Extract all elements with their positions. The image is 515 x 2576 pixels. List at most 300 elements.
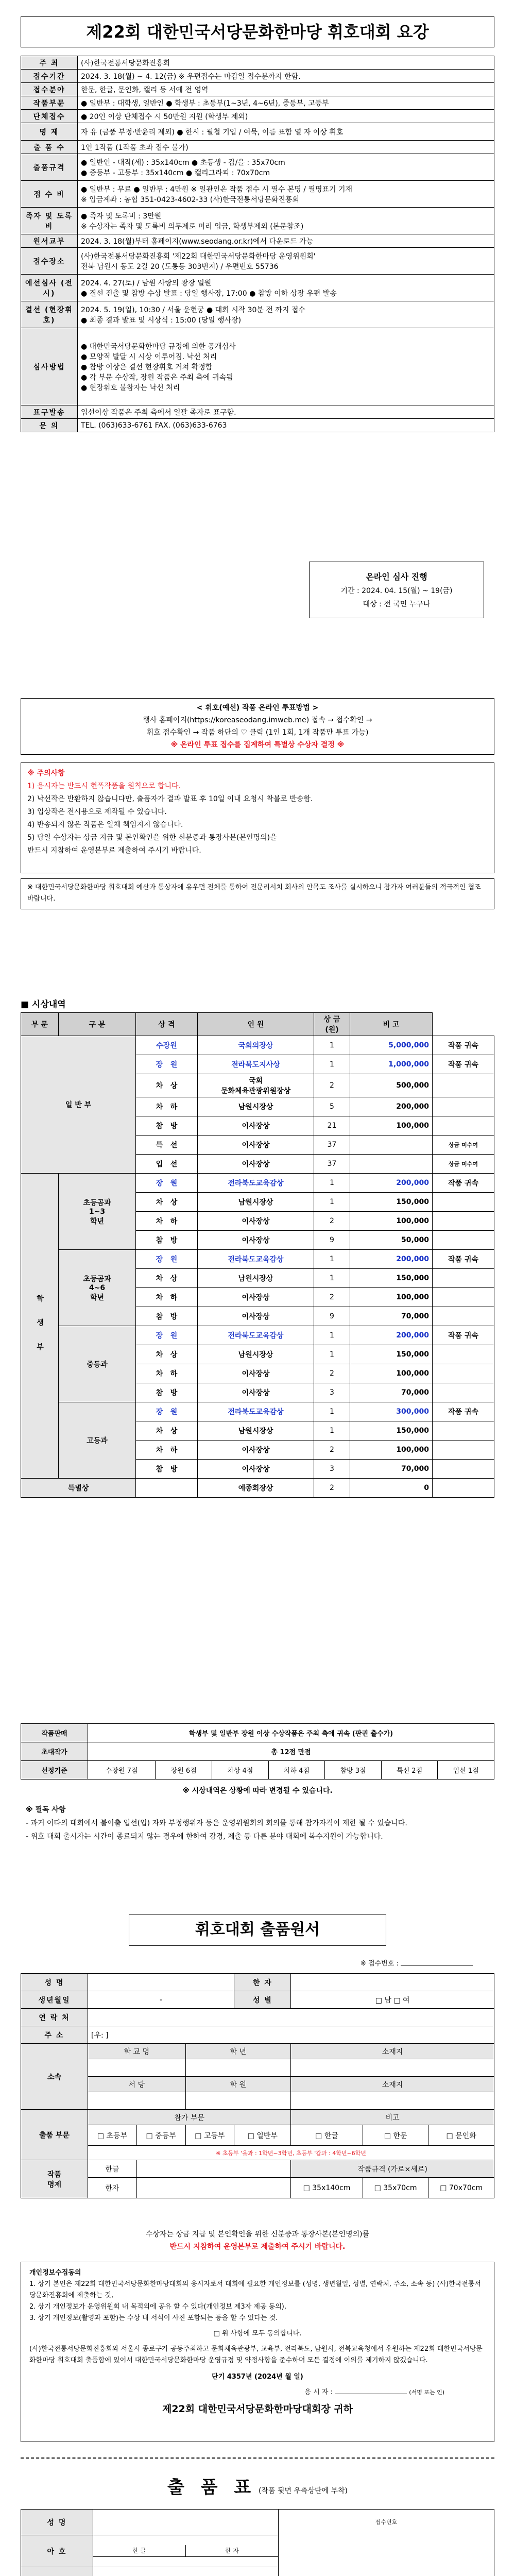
prize-grade: 참 방 [136,1383,198,1402]
prize-award: 남원시장상 [198,1269,314,1288]
prize-grade: 차 하 [136,1440,198,1460]
school-label: 소속 [21,2044,88,2110]
prize-count: 1 [314,1402,350,1421]
prize-grade: 차 상 [136,1193,198,1212]
size-option[interactable]: □ 35x70cm [363,2178,428,2198]
prize-award: 전라북도교육감상 [198,1326,314,1345]
guide-label: 원서교부 [21,234,78,248]
prize-grade: 차 상 [136,1269,198,1288]
guide-value: ● 일반부 : 대학생, 일반인 ● 학생부 : 초등부(1~3년, 4~6년), 중등부, 고등부 [78,96,494,110]
prize-special-grade [136,1479,198,1498]
prize-money: 100,000 [350,1212,433,1231]
form-row [21,1991,494,2009]
guide-value: 자 유 (금품 부정·반윤리 제외) ● 한시 : 필첩 기입 / 여묵, 이름 표함 열 자 이상 휘호 [78,123,494,141]
school-col2-field[interactable] [185,2092,291,2110]
prize-note: 상금 미수여 [433,1136,494,1155]
form-title: 휘호대회 출품원서 [129,1914,386,1946]
guide-row [21,56,494,70]
prize-count: 37 [314,1136,350,1155]
prize-award: 이사장상 [198,1440,314,1460]
prize-column-header: 비 고 [350,1013,433,1036]
prize-money: 150,000 [350,1269,433,1288]
notice-item: 2) 낙선작은 반환하지 않습니다만, 출품자가 결과 발표 후 10일 이내 요청시 착불로 반송함. [27,795,313,803]
prize-award: 이사장상 [198,1288,314,1307]
prize-student-group: 초등곰과 4~6 학년 [59,1250,136,1326]
prize-note [433,1460,494,1479]
prize-award: 이사장상 [198,1231,314,1250]
prize-money: 150,000 [350,1193,433,1212]
guide-label: 문 의 [21,419,78,432]
attribution-label: 초대작가 [21,1742,88,1761]
prize-column-header: 부 문 [21,1013,59,1036]
entry-type[interactable]: □ 한문 [363,2125,428,2146]
attribution-label: 작품판매 [21,1724,88,1742]
prize-grade: 수장원 [136,1036,198,1055]
prize-count: 2 [314,1288,350,1307]
prize-grade: 차 하 [136,1288,198,1307]
prize-grade: 차 상 [136,1074,198,1097]
prize-money: 70,000 [350,1383,433,1402]
prize-award: 이사장상 [198,1307,314,1326]
guide-row [21,83,494,96]
entry-note-label: 비고 [291,2110,494,2125]
prize-special-row [21,1479,494,1498]
prize-award: 남원시장상 [198,1421,314,1440]
prize-special-count: 2 [314,1479,350,1498]
attribution-footnote: ※ 시상내역은 상황에 따라 변경될 수 있습니다. [182,1787,333,1795]
work-hanja-label: 한자 [88,2178,137,2198]
prize-column-header: 상 격 [136,1013,198,1036]
prize-money: 100,000 [350,1364,433,1383]
attribution-table [21,1723,494,1780]
prize-count: 2 [314,1074,350,1097]
prize-grade: 차 하 [136,1097,198,1116]
address-label: 주 소 [21,2026,88,2044]
form-row [21,2009,494,2026]
prize-count: 1 [314,1345,350,1364]
prize-grade: 참 방 [136,1307,198,1326]
prize-note: 작품 귀속 [433,1402,494,1421]
guide-row [21,419,494,432]
prize-student-group: 중등과 [59,1326,136,1402]
prize-note: 상금 미수여 [433,1155,494,1174]
entry-option[interactable]: □ 고등부 [185,2125,234,2146]
prize-header-row [21,1013,494,1036]
prize-note [433,1212,494,1231]
prize-award: 이사장상 [198,1136,314,1155]
slip1-hanja-header: 한 자 [225,2547,239,2554]
guide-label: 표구발송 [21,405,78,419]
prize-student-group: 초등곰과 1~3 학년 [59,1174,136,1250]
guide-label: 족자 및 도록비 [21,208,78,234]
privacy-item: 3. 상기 개인정보(촬영과 포함)는 수상 내 서식이 사진 포함되는 등을 할 수 있다는 것. [29,2314,278,2322]
address-field[interactable]: [우: ] [88,2026,494,2044]
guide-label: 출품규격 [21,154,78,181]
prize-award: 전라북도교육감상 [198,1250,314,1269]
entry-label: 출품 부문 [21,2110,88,2160]
work-hangul-field[interactable] [136,2160,291,2178]
slip1-title: 출 품 표 [167,2477,256,2498]
guide-label: 주 최 [21,56,78,70]
attribution-row [21,1742,494,1761]
attribution-point: 참방 3점 [325,1761,382,1780]
prize-money: 200,000 [350,1097,433,1116]
prize-special-note [433,1479,494,1498]
guide-value: 2024. 3. 18(월) ~ 4. 12(금) ※ 우편접수는 마감일 접수분까지 한함. [78,70,494,83]
prize-award: 남원시장상 [198,1097,314,1116]
notice2-box [21,878,494,909]
hanja-label: 한 자 [234,1974,291,1991]
guide-label: 예선심사 (전시) [21,275,78,301]
prize-money: 150,000 [350,1345,433,1364]
guide-row [21,181,494,208]
prize-money: 500,000 [350,1074,433,1097]
prize-grade: 입 선 [136,1155,198,1174]
hanja-field[interactable] [291,1974,494,1991]
online-notice-title: 온라인 심사 진행 [366,572,427,582]
work-hanja-field[interactable] [136,2178,291,2198]
school-col-field[interactable] [185,2059,291,2077]
prize-award: 국회의장상 [198,1036,314,1055]
prize-note: 작품 귀속 [433,1250,494,1269]
gender-options[interactable]: □ 남 □ 여 [291,1991,494,2009]
guide-value: 1인 1작품 (1작품 초과 접수 불가) [78,141,494,154]
size-option[interactable]: □ 35x140cm [291,2178,363,2198]
guide-row [21,96,494,110]
prize-money [350,1136,433,1155]
attribution-value: 총 12점 만점 [88,1742,494,1761]
notice-title: ※ 주의사항 [27,769,65,777]
slip1-pen-header [93,2545,278,2557]
prize-note [433,1269,494,1288]
prize-note [433,1364,494,1383]
guide-value: 2024. 3. 18(월)부터 홈페이지(www.seodang.or.kr)에서 다운로드 가능 [78,234,494,248]
prize-money: 100,000 [350,1440,433,1460]
prize-note [433,1074,494,1097]
contact-field[interactable] [88,2009,494,2026]
form-row [21,2092,494,2110]
prize-grade: 장 원 [136,1055,198,1074]
prize-count: 2 [314,1364,350,1383]
school-col-header: 학 교 명 [88,2044,186,2059]
guide-value: ● 일반부 : 무료 ● 일반부 : 4만원 ※ 일관인은 작품 접수 시 필수 본명 / 필명표기 기재 ※ 입금계좌 : 농협 351-0423-4602-33 (사)한국전통서당문화진흥회 [78,181,494,208]
guide-value: (사)한국전통서당문화진흥회 '제22회 대한민국서당문화한마당 운영위원회' 전북 남원시 동도 2길 20 (도통동 303번지) / 우편번호 55736 [78,248,494,275]
prize-count: 21 [314,1116,350,1136]
vote-title: < 휘호(예선) 작품 온라인 투표방법 > [196,704,319,712]
vote-line3: ※ 온라인 투표 접수를 집계하여 특별상 수상자 결정 ※ [170,741,345,749]
guide-value: 입선이상 작품은 주최 측에서 일괄 족자로 표구함. [78,405,494,419]
prize-grade: 장 원 [136,1250,198,1269]
guide-label: 접수기간 [21,70,78,83]
notice-item: 3) 입상작은 전시용으로 제작될 수 있습니다. [27,808,167,816]
school-col2-field[interactable] [291,2092,494,2110]
slip1-label: 아 호 [21,2535,93,2567]
prize-note [433,1193,494,1212]
prize-note [433,1440,494,1460]
prize-award: 전라북도지사상 [198,1055,314,1074]
school-col2-field[interactable] [88,2092,186,2110]
prize-money: 300,000 [350,1402,433,1421]
guide-value: ● 족자 및 도록비 : 3만원 ※ 수상자는 족자 및 도록비 의무제로 미리 입금, 학생부제외 (본문참조) [78,208,494,234]
guide-row [21,234,494,248]
prize-count: 9 [314,1231,350,1250]
school-col-field[interactable] [88,2059,186,2077]
guide-label: 작품부문 [21,96,78,110]
attribution-point: 차상 4점 [212,1761,269,1780]
guide-value: ● 대한민국서당문화한마당 규정에 의한 공개심사 ● 모양적 발달 시 시상 이루어짐. 낙선 처리 ● 참방 이상은 결선 현장휘호 거쳐 확정함 ● 각 부문 수상작, 장원 작품은 주최 측에 귀속됨 ● 현장휘호 불참자는 낙선 처리 [78,328,494,405]
prize-count: 3 [314,1460,350,1479]
guide-label: 출 품 수 [21,141,78,154]
prize-count: 5 [314,1097,350,1116]
vote-line2: 휘호 접수확인 → 작품 하단의 ♡ 클릭 (1인 1회, 1개 작품만 투표 가능) [146,728,369,737]
guide-row [21,123,494,141]
entry-option[interactable]: □ 일반부 [234,2125,291,2146]
attribution-points-label: 선정기준 [21,1761,88,1780]
prize-grade: 참 방 [136,1231,198,1250]
prize-column-header: 상 금 (원) [314,1013,350,1036]
guide-label: 접수분야 [21,83,78,96]
prize-table [21,1012,494,1498]
gender-label: 성 별 [234,1991,291,2009]
guide-label: 접수장소 [21,248,78,275]
prize-note [433,1097,494,1116]
prize-column-header: 구 분 [59,1013,136,1036]
online-notice-box [309,562,484,618]
prize-award: 이사장상 [198,1383,314,1402]
form-footer: 제22회 대한민국서당문화한마당대회장 귀하 [162,2403,353,2415]
prize-grade: 차 상 [136,1345,198,1364]
prize-note [433,1383,494,1402]
prize-grade: 차 하 [136,1364,198,1383]
prize-money [350,1155,433,1174]
online-notice-period: 기간 : 2024. 04. 15(월) ~ 19(금) [340,587,453,595]
guide-table [21,56,494,432]
slip1-title-row [21,2473,494,2498]
slip1-label: 성 명 [21,2510,93,2535]
signature-line [29,2387,486,2398]
privacy-box [21,2262,494,2442]
prize-award: 남원시장상 [198,1345,314,1364]
date-line: 단기 4357년 (2024년 월 일) [212,2373,303,2381]
prize-note: 작품 귀속 [433,1326,494,1345]
prize-count: 1 [314,1326,350,1345]
prize-money: 200,000 [350,1326,433,1345]
prize-money: 150,000 [350,1421,433,1440]
guide-value: ● 일반인 - 대작(세) : 35x140cm ● 초등생 - 갑/을 : 35x70cm ● 중등부 - 고등부 : 35x140cm ● 캘리그라피 : 70x70cm [78,154,494,181]
prize-award: 이사장상 [198,1212,314,1231]
slip1-receipt-label: 접수번호 [279,2510,494,2576]
agree-checkbox[interactable] [29,2328,486,2340]
privacy-item: 1. 상기 본인은 제22회 대한민국서당문화한마당대회의 응시자로서 대회에 필요한 개인정보를 (성명, 생년월일, 성별, 연락처, 주소, 소속 등) (사)한국전통서당문화진흥회에 제출하는 것, [29,2280,481,2299]
slip1-pen-field[interactable] [93,2535,279,2567]
school-col2-header: 학 원 [185,2077,291,2092]
slip1-field[interactable] [93,2510,279,2535]
guide-value: (사)한국전통서당문화진흥회 [78,56,494,70]
notice-list [27,780,488,857]
prize-money: 70,000 [350,1460,433,1479]
prize-count: 1 [314,1174,350,1193]
special-notice-p1-text: - 과거 여타의 대회에서 불이출 입선(입) 자와 부정행위자 등은 운영위원회의 회의를 통해 참가자격이 제한 될 수 있습니다. [26,1819,407,1827]
guide-value: ● 20인 이상 단체접수 시 50만원 지원 (학생부 제외) [78,110,494,123]
prize-money: 200,000 [350,1250,433,1269]
prize-count: 1 [314,1269,350,1288]
prize-award: 이사장상 [198,1155,314,1174]
prize-note [433,1345,494,1364]
application-form [21,1973,494,2198]
attribution-point: 입선 1점 [438,1761,494,1780]
guide-row [21,70,494,83]
guide-value: 2024. 4. 27(토) / 남원 사랑의 광장 일원 ● 결선 진출 및 참방 수상 발표 : 당일 행사장, 17:00 ● 참방 이하 상장 우편 발송 [78,275,494,301]
prize-award: 이사장상 [198,1460,314,1479]
notice-item: 1) 음시자는 반드시 현폭작품을 원칙으로 합니다. [27,782,181,790]
prize-count: 3 [314,1383,350,1402]
name-label: 성 명 [21,1974,88,1991]
prize-special-money: 0 [350,1479,433,1498]
special-notice-p1 [26,1817,489,1830]
prize-division: 일 반 부 [21,1036,136,1174]
guide-row [21,301,494,328]
receipt-number-label: ※ 접수번호 : [360,1960,399,1968]
birth-field[interactable]: - [88,1991,234,2009]
prize-special-division: 특별상 [21,1479,136,1498]
attribution-value: 학생부 및 일반부 장원 이상 수상작품은 주최 측에 귀속 (판권 출수가) [88,1724,494,1742]
prize-grade: 참 방 [136,1116,198,1136]
special-notice [26,1803,489,1843]
school-col-field[interactable] [291,2059,494,2077]
notice-box [21,762,494,873]
guide-label: 단체접수 [21,110,78,123]
prize-note [433,1421,494,1440]
attribution-point: 특선 2점 [381,1761,438,1780]
form-row [21,2077,494,2092]
prize-count: 2 [314,1212,350,1231]
guide-row [21,405,494,419]
signature-hint: (서명 또는 인) [409,2389,444,2396]
form-instruction-line2: 반드시 지참하여 운영본부로 제출하여 주시기 바랍니다. [169,2243,346,2251]
entry-option[interactable]: □ 초등부 [88,2125,137,2146]
privacy-title: 개인정보수집동의 [29,2269,81,2277]
prize-grade: 장 원 [136,1174,198,1193]
prize-money: 50,000 [350,1231,433,1250]
form-row [21,2178,494,2198]
size-label: 작품규격 (가로×세로) [291,2160,494,2178]
special-notice-title: ※ 필독 사항 [26,1806,66,1814]
notice-item: 5) 당일 수상자는 상금 지급 및 본인확인을 위한 신분증과 통장사본(본인명의)을 [27,834,277,842]
prize-student-group: 고등과 [59,1402,136,1479]
form-row [21,2059,494,2077]
entry-sub-label: 참가 부문 [88,2110,291,2125]
guide-row [21,328,494,405]
prize-money: 5,000,000 [350,1036,433,1055]
online-notice-target: 대상 : 전 국민 누구나 [363,600,431,608]
prize-note: 작품 귀속 [433,1036,494,1055]
size-option[interactable]: □ 70x70cm [428,2178,494,2198]
cut-line [21,2458,494,2459]
agree-label: □ 위 사항에 모두 동의합니다. [213,2330,302,2337]
prize-grade: 장 원 [136,1326,198,1345]
guide-label: 결선 (현장휘호) [21,301,78,328]
prize-grade: 차 하 [136,1212,198,1231]
prize-award: 이사장상 [198,1364,314,1383]
prize-count: 9 [314,1307,350,1326]
guide-row [21,141,494,154]
prize-grade: 참 방 [136,1460,198,1479]
page-title: 제22회 대한민국서당문화한마당 휘호대회 요강 [21,16,494,47]
prize-note: 작품 귀속 [433,1055,494,1074]
prize-note [433,1307,494,1326]
form-row [21,2125,494,2146]
form-instruction-line1: 수상자는 상금 지급 및 본인확인을 위한 신분증과 통장사본(본인명의)를 [145,2230,370,2239]
prize-row [21,1174,494,1193]
attribution-point: 장원 6점 [156,1761,212,1780]
guide-label: 접 수 비 [21,181,78,208]
slip1-hangul-header: 한 글 [93,2545,186,2556]
form-row [21,2160,494,2178]
form-instruction [21,2228,494,2253]
school-col2-header: 소재지 [291,2077,494,2092]
prize-count: 37 [314,1155,350,1174]
guide-label: 명 제 [21,123,78,141]
attribution-point: 수장원 7점 [88,1761,156,1780]
name-field[interactable] [88,1974,234,1991]
notice-item: 반드시 지참하여 운영본부로 제출하여 주시기 바랍니다. [27,846,201,855]
special-notice-p2-text: - 위호 대회 출시자는 시간이 종료되지 않는 경우에 한하여 강경, 제출 등 다른 분야 대회에 복수지원이 가능합니다. [26,1833,383,1841]
prize-count: 1 [314,1193,350,1212]
guide-value: TEL. (063)633-6761 FAX. (063)633-6763 [78,419,494,432]
receipt-number [360,1958,473,1968]
privacy-list [29,2279,486,2324]
entry-type[interactable]: □ 문인화 [428,2125,494,2146]
special-notice-p2 [26,1830,489,1843]
guide-value: 2024. 5. 19(일), 10:30 / 서울 운현궁 ● 대회 시작 30분 전 까지 접수 ● 최종 결과 발표 및 시상식 : 15:00 (당일 행사장) [78,301,494,328]
slip1-field[interactable] [93,2567,279,2576]
guide-row [21,275,494,301]
prize-award: 국회 문화체육관광위원장상 [198,1074,314,1097]
prize-heading: ■ 시상내역 [21,999,66,1010]
prize-grade: 특 선 [136,1136,198,1155]
prize-special-award: 예종회장상 [198,1479,314,1498]
slip1-subtitle: (작품 뒷면 우측상단에 부착) [258,2487,348,2495]
prize-grade: 차 상 [136,1421,198,1440]
entry-type[interactable]: □ 한글 [291,2125,363,2146]
prize-count: 1 [314,1250,350,1269]
notice2-text: ※ 대한민국서당문화한마당 휘호대회 예산과 통상자에 유우먼 전체를 통하여 전문리서치 회사의 안목도 조사를 실시하오니 참가자 여러분들의 적극적인 협조 바랍니다. [27,884,481,903]
vote-box [21,698,494,755]
prize-money: 70,000 [350,1307,433,1326]
school-col-header: 소재지 [291,2044,494,2059]
guide-row [21,208,494,234]
prize-row [21,1250,494,1269]
prize-note: 작품 귀속 [433,1174,494,1193]
contact-label: 연 락 처 [21,2009,88,2026]
form-row [21,2026,494,2044]
guide-label: 심사방법 [21,328,78,405]
prize-count: 1 [314,1036,350,1055]
prize-award: 전라북도교육감상 [198,1174,314,1193]
birth-label: 생년월일 [21,1991,88,2009]
entry-option[interactable]: □ 중등부 [136,2125,185,2146]
declaration-text: (사)한국전통서당문화진흥회와 서울시 종로구가 공동주최하고 문화체육관광부, 교육부, 전라북도, 남원시, 전북교육청에서 후원하는 제22회 대한민국서당문화한마당 휘호대회 출품함에 있어서 대한민국서당문화한마당 운영규정 및 약정사항을 준수하며 모든 결정에 이의를 제기하지 않겠습니다. [29,2345,483,2364]
prize-grade: 장 원 [136,1402,198,1421]
prize-award: 이사장상 [198,1116,314,1136]
form-row [21,2110,494,2125]
slip1-table [21,2509,494,2576]
school-col-header: 학 년 [185,2044,291,2059]
prize-student-division: 학 생 부 [21,1174,59,1479]
guide-value: 한문, 한글, 문인화, 캘리 등 서예 전 영역 [78,83,494,96]
prize-column-header: 인 원 [198,1013,314,1036]
guide-row [21,110,494,123]
